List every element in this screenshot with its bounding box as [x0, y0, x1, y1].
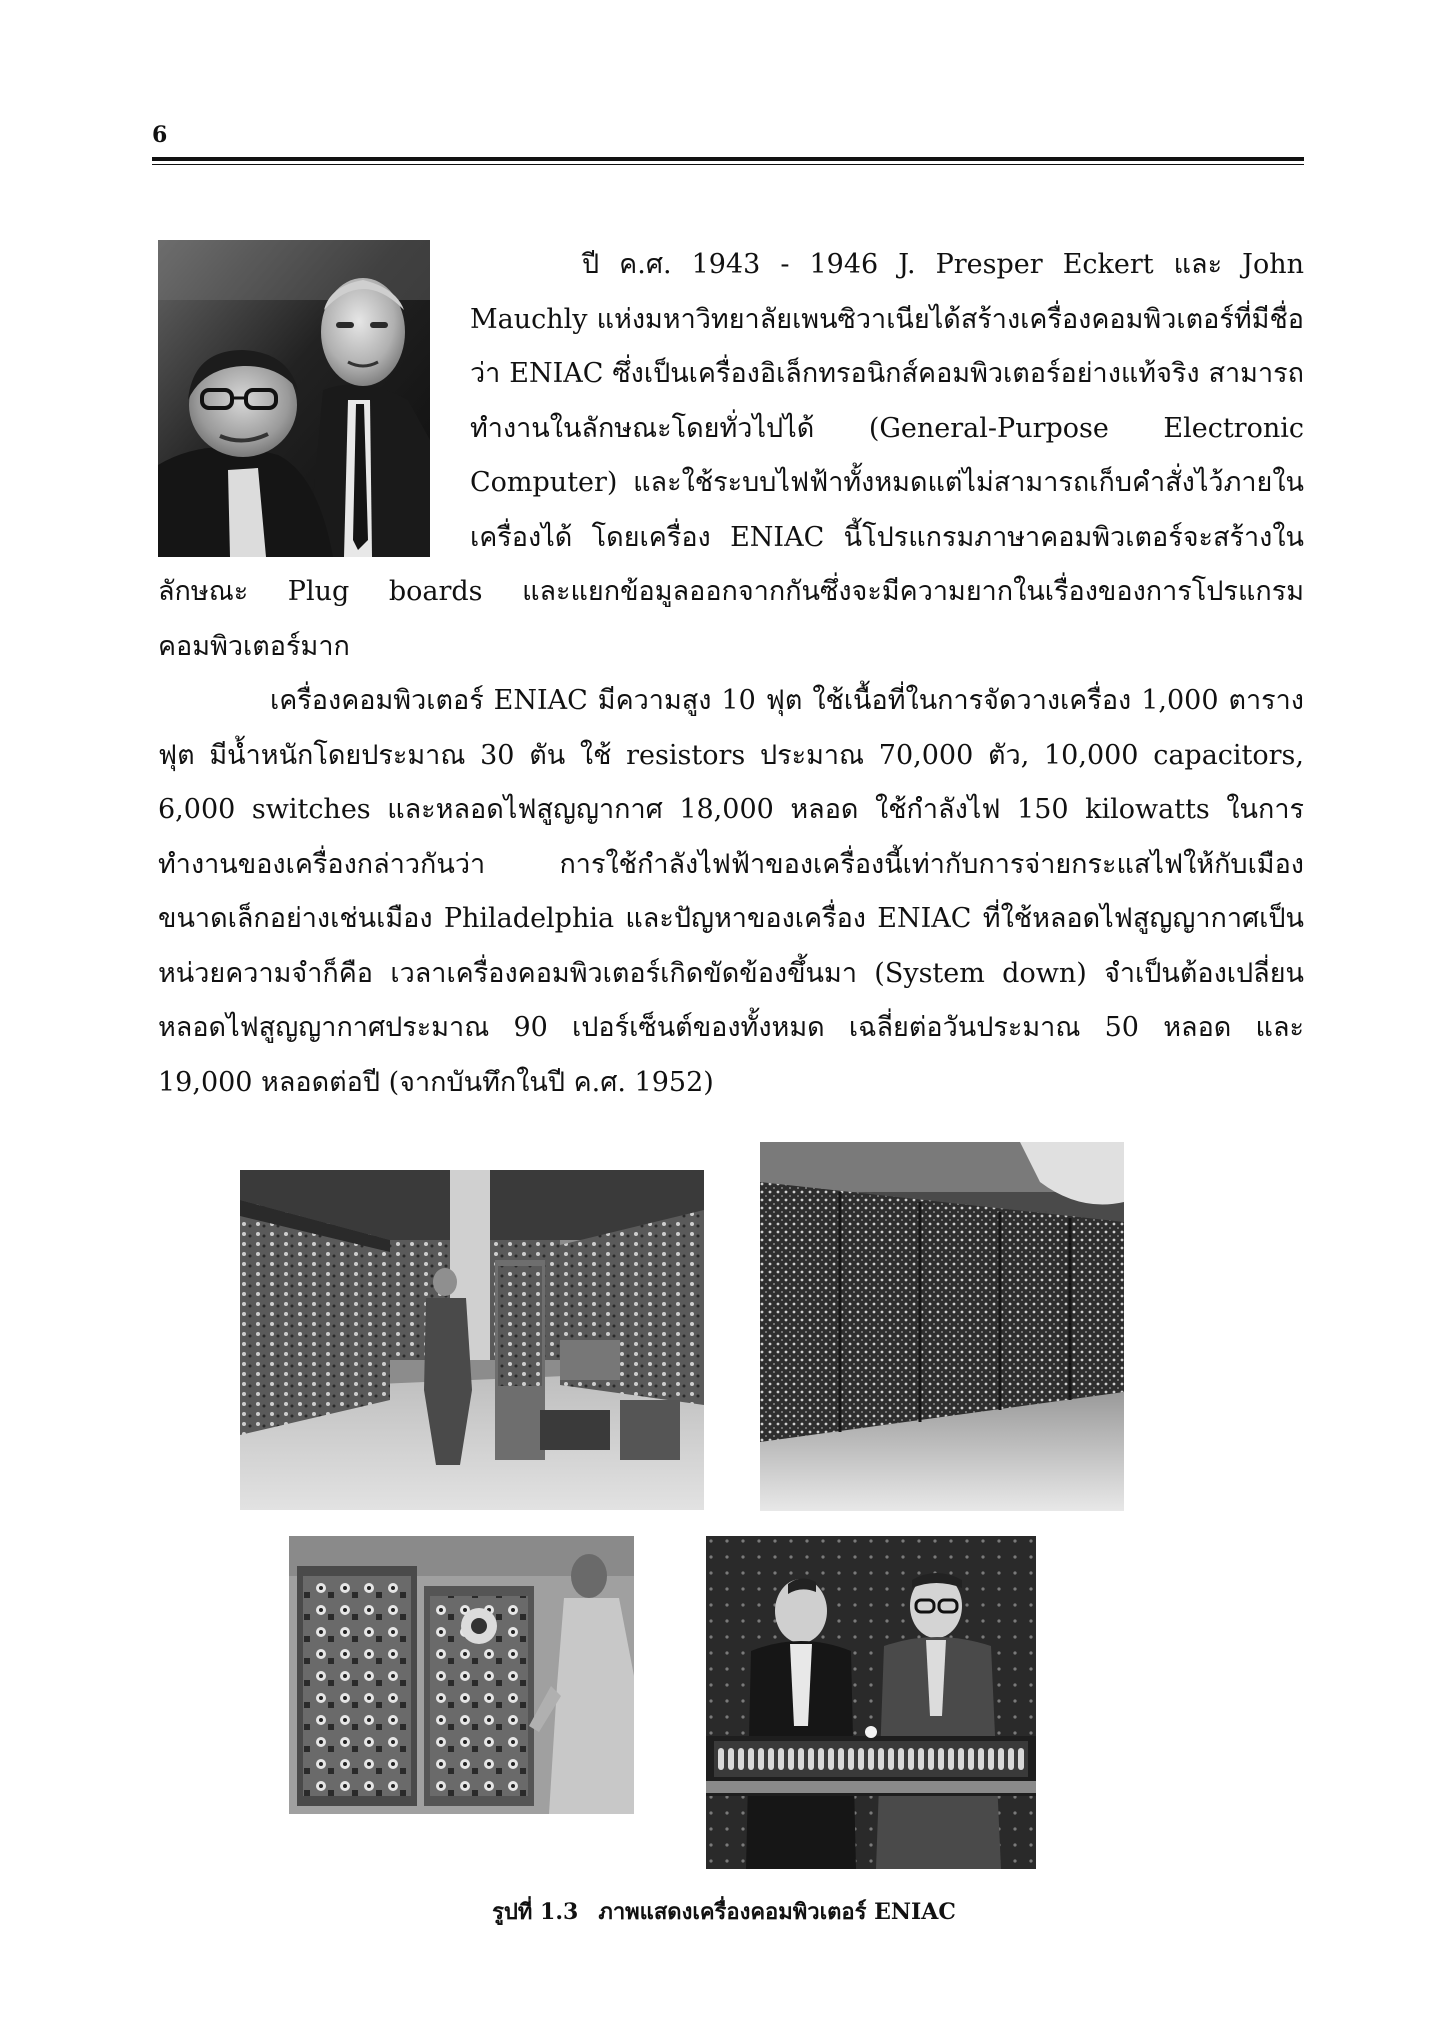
eniac-control-panel-photo: [289, 1536, 634, 1814]
portrait-eckert-mauchly: [158, 240, 430, 557]
paragraph-eniac-specs: เครื่องคอมพิวเตอร์ ENIAC มีความสูง 10 ฟุต ใช้เนื้อที่ในการจัดวางเครื่อง 1,000 ตารางฟุต มีน้ำหนักโดยประมาณ 30 ตัน ใช้ resistors ประมาณ 70,000 ตัว, 10,000 capacitors, 6,000 switches และหลอดไฟสูญญากาศ 18,000 หลอด ใช้กำลังไฟ 150 kilowatts ในการทำงานของเครื่องกล่าวกันว่า การใช้กำลังไฟฟ้าของเครื่องนี้เท่ากับการจ่ายกระแสไฟให้กับเมืองขนาดเล็กอย่างเช่นเมือง Philadelphia และปัญหาของเครื่อง ENIAC ที่ใช้หลอดไฟสูญญากาศเป็นหน่วยความจำก็คือ เวลาเครื่องคอมพิวเตอร์เกิดขัดข้องขึ้นมา (System down) จำเป็นต้องเปลี่ยนหลอดไฟสูญญากาศประมาณ 90 เปอร์เซ็นต์ของทั้งหมด เฉลี่ยต่อวันประมาณ 50 หลอด และ 19,000 หลอดต่อปี (จากบันทึกในปี ค.ศ. 1952): [158, 685, 1304, 1098]
figure-caption-text: ภาพแสดงเครื่องคอมพิวเตอร์ ENIAC: [598, 1899, 956, 1925]
eniac-room-operator-photo: [240, 1170, 704, 1510]
paragraph-eniac-history: ปี ค.ศ. 1943 - 1946 J. Presper Eckert และ John Mauchly แห่งมหาวิทยาลัยเพนซิวาเนียได้สร้างเครื่องคอมพิวเตอร์ที่มีชื่อว่า ENIAC ซึ่งเป็นเครื่องอิเล็กทรอนิกส์คอมพิวเตอร์อย่างแท้จริง สามารถทำงานในลักษณะโดยทั่วไปได้ (General-Purpose Electronic Computer) และใช้ระบบไฟฟ้าทั้งหมดแต่ไม่สามารถเก็บคำสั่งไว้ภายในเครื่องได้ โดยเครื่อง ENIAC นี้โปรแกรมภาษาคอมพิวเตอร์จะสร้างในลักษณะ Plug boards และแยกข้อมูลออกจากกันซึ่งจะมีความยากในเรื่องของการโปรแกรมคอมพิวเตอร์มาก: [158, 249, 1304, 662]
body-text: [158, 238, 1304, 1110]
header-rule-thin: [152, 164, 1304, 165]
page-number: 6: [152, 122, 168, 148]
figure-caption: [0, 1898, 1448, 1927]
eniac-panels-wide-photo: [760, 1142, 1124, 1511]
eniac-two-men-with-board-photo: [706, 1536, 1036, 1869]
header-rule-thick: [152, 157, 1304, 161]
figure-caption-label: รูปที่ 1.3: [492, 1899, 579, 1925]
